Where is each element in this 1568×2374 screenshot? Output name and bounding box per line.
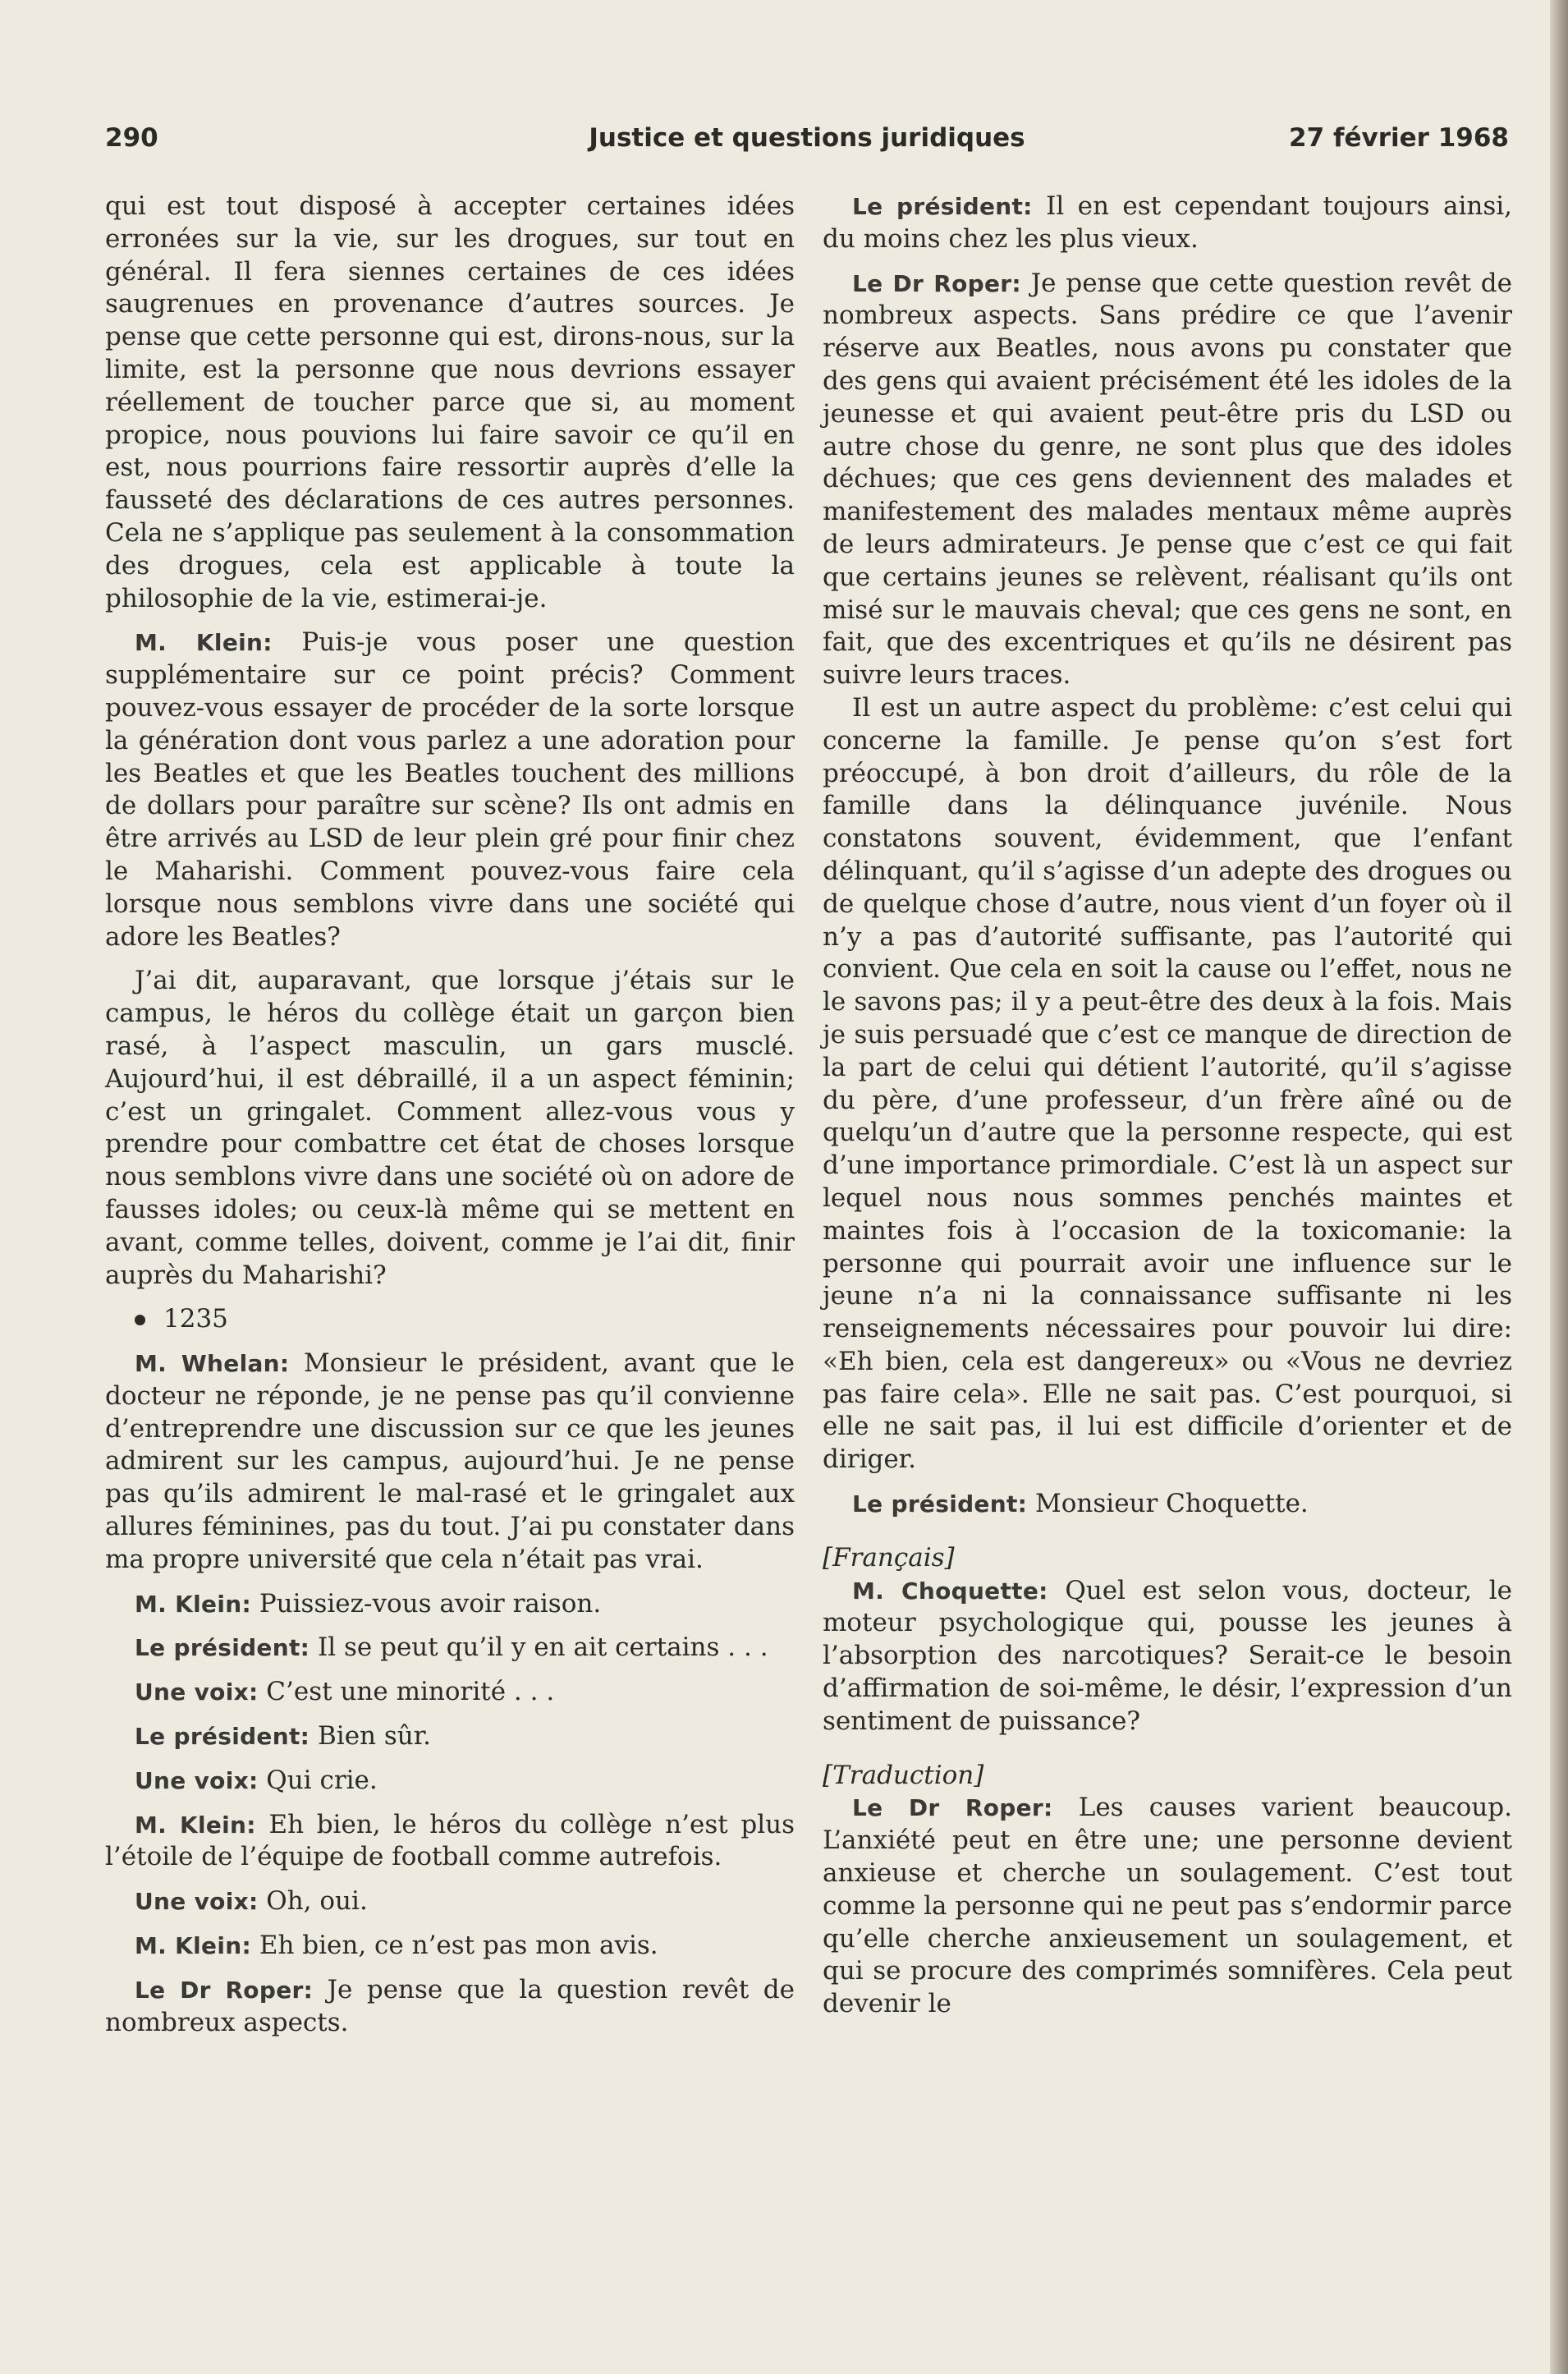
speech-text: Oh, oui. xyxy=(258,1886,368,1917)
page-number: 290 xyxy=(105,123,158,153)
time-marker-text: 1235 xyxy=(163,1304,228,1334)
speech-text: Je pense que la question revêt de nombreux aspects. xyxy=(105,1974,795,2037)
speech-paragraph xyxy=(105,1588,795,1621)
speech-text: Je pense que cette question revêt de nombreux aspects. Sans prédire ce que l’avenir réserve aux Beatles, nous avons pu constater que des gens qui avaient précisément été les idoles de la jeunesse et qui avaient peut-être pris du LSD ou autre chose du genre, ne sont plus que des idoles déchues; que ces gens deviennent des malades et manifestement des malades mentaux même auprès de leurs admirateurs. Je pense que c’est ce qui fait que certains jeunes se relèvent, réalisant qu’ils ont misé sur le mauvais cheval; que ces gens ne sont, en fait, que des excentriques et qu’ils ne désirent pas suivre leurs traces. xyxy=(823,268,1512,691)
language-note xyxy=(823,1760,1512,1793)
binding-edge xyxy=(1550,0,1568,2374)
speech-paragraph xyxy=(823,1488,1512,1521)
time-marker xyxy=(105,1303,795,1336)
running-title: Justice et questions juridiques xyxy=(589,123,1025,153)
speaker-label: M. Klein: xyxy=(135,1932,251,1960)
speech-text: Quel est selon vous, docteur, le moteur psychologique qui, pousse les jeunes à l’absorption des narcotiques? Serait-ce le besoin d’affirmation de soi-même, le désir, l’expression d’un sentiment de puissance? xyxy=(823,1575,1512,1736)
speech-paragraph xyxy=(105,1632,795,1665)
speech-text: Qui crie. xyxy=(258,1765,378,1795)
speaker-label: Le Dr Roper: xyxy=(135,1976,314,2004)
speaker-label: Le président: xyxy=(852,1490,1028,1518)
speaker-label: M. Whelan: xyxy=(135,1350,290,1378)
speech-text: Monsieur le président, avant que le docteur ne réponde, je ne pense pas qu’il convienne d’entreprendre une discussion sur ce que les jeunes admirent sur les campus, aujourd’hui. Je ne pense pas qu’ils admirent le mal-rasé et le gringalet aux allures féminines, pas du tout. J’ai pu constater dans ma propre université que cela n’était pas vrai. xyxy=(105,1348,795,1574)
speaker-label: M. Choquette: xyxy=(852,1577,1048,1605)
speech-paragraph xyxy=(105,627,795,953)
speech-paragraph xyxy=(105,1676,795,1709)
speaker-label: Le Dr Roper: xyxy=(852,269,1021,297)
speech-text: Monsieur Choquette. xyxy=(1027,1489,1309,1519)
speech-paragraph xyxy=(105,1765,795,1798)
language-note-text: [Français] xyxy=(823,1542,955,1573)
paragraph-text: Il est un autre aspect du problème: c’est celui qui concerne la famille. Je pense qu’on s’est fort préoccupé, à bon droit d’ailleurs, du rôle de la famille dans la délinquance juvénile. Nous constatons souvent, évidemment, que l’enfant délinquant, qu’il s’agisse d’un adepte des drogues ou de quelque chose d’autre, nous vient d’un foyer où il n’y a pas d’autorité suffisante, pas l’autorité qui convient. Que cela en soit la cause ou l’effet, nous ne le savons pas; il y a peut-être des deux à la fois. Mais je suis persuadé que c’est ce manque de direction de la part de celui qui détient l’autorité, qu’il s’agisse du père, d’une professeur, d’un frère aîné ou de quelqu’un d’autre que la personne respecte, qui est d’une importance primordiale. C’est là un aspect sur lequel nous nous sommes penchés maintes et maintes fois à l’occasion de la toxicomanie: la personne qui pourrait avoir une influence sur le jeune n’a ni la connaissance suffisante ni les renseignements nécessaires pour pouvoir lui dire: «Eh bien, cela est dangereux» ou «Vous ne devriez pas faire cela». Elle ne sait pas. C’est pourquoi, si elle ne sait pas, il lui est difficile d’orienter et de diriger. xyxy=(823,692,1512,1475)
speech-paragraph xyxy=(823,1575,1512,1738)
speech-paragraph xyxy=(105,1720,795,1753)
speech-paragraph xyxy=(105,1930,795,1963)
right-column xyxy=(823,191,1512,2021)
speech-paragraph xyxy=(105,1885,795,1918)
speaker-label: Le président: xyxy=(135,1634,310,1662)
speech-text: C’est une minorité . . . xyxy=(258,1677,555,1707)
speech-text: Puis-je vous poser une question supplémentaire sur ce point précis? Comment pouvez-vous essayer de procéder de la sorte lorsque la génération dont vous parlez a une adoration pour les Beatles et que les Beatles touchent des millions de dollars pour paraître sur scène? Ils ont admis en être arrivés au LSD de leur plein gré pour finir chez le Maharishi. Comment pouvez-vous faire cela lorsque nous semblons vivre dans une société qui adore les Beatles? xyxy=(105,627,795,952)
left-column xyxy=(105,191,795,2039)
speech-text: Eh bien, le héros du collège n’est plus l’étoile de l’équipe de football comme autrefois. xyxy=(105,1809,795,1872)
speech-text: Bien sûr. xyxy=(309,1721,431,1752)
speech-text: Il se peut qu’il y en ait certains . . . xyxy=(309,1632,768,1663)
speech-text: Il en est cependant toujours ainsi, du moins chez les plus vieux. xyxy=(823,191,1512,254)
speech-paragraph xyxy=(823,1792,1512,2021)
header-date: 27 février 1968 xyxy=(1289,123,1509,153)
speaker-label: Une voix: xyxy=(135,1766,259,1794)
speech-paragraph xyxy=(823,191,1512,256)
paragraph-text: qui est tout disposé à accepter certaines idées erronées sur la vie, sur les drogues, sur tout en général. Il fera siennes certaines de ces idées saugrenues en provenance d’autres sources. Je pense que cette personne qui est, dirons-nous, sur la limite, est la personne que nous devrions essayer réellement de toucher parce que si, au moment propice, nous pouvions lui faire savoir ce qu’il en est, nous pourrions faire ressortir auprès d’elle la fausseté des déclarations de ces autres personnes. Cela ne s’applique pas seulement à la consommation des drogues, cela est applicable à toute la philosophie de la vie, estimerai-je. xyxy=(105,191,795,613)
speech-paragraph xyxy=(105,1974,795,2040)
speaker-label: M. Klein: xyxy=(135,1811,256,1839)
speaker-label: Le Dr Roper: xyxy=(852,1794,1053,1822)
speaker-label: Le président: xyxy=(852,193,1033,220)
running-header xyxy=(105,123,1509,164)
paragraph xyxy=(823,692,1512,1476)
speaker-label: Le président: xyxy=(135,1723,310,1751)
paragraph-text: J’ai dit, auparavant, que lorsque j’étais sur le campus, le héros du collège était un garçon bien rasé, à l’aspect masculin, un gars musclé. Aujourd’hui, il est débraillé, il a un aspect féminin; c’est un gringalet. Comment allez-vous vous y prendre pour combattre cet état de choses lorsque nous semblons vivre dans une société où on adore de fausses idoles; ou ceux-là même qui se mettent en avant, comme telles, doivent, comme je l’ai dit, finir auprès du Maharishi? xyxy=(105,966,795,1290)
speech-paragraph xyxy=(823,268,1512,692)
speech-text: Les causes varient beaucoup. L’anxiété peut en être une; une personne devient anxieuse et cherche un soulagement. C’est tout comme la personne qui ne peut pas s’endormir parce qu’elle cherche anxieusement un soulagement, et qui se procure des comprimés somnifères. Cela peut devenir le xyxy=(823,1793,1512,2019)
language-note xyxy=(823,1542,1512,1575)
language-note-text: [Traduction] xyxy=(823,1760,984,1790)
speech-text: Eh bien, ce n’est pas mon avis. xyxy=(250,1931,658,1961)
speaker-label: M. Klein: xyxy=(135,629,273,657)
speech-text: Puissiez-vous avoir raison. xyxy=(250,1588,602,1619)
paragraph xyxy=(105,965,795,1292)
bullet-icon xyxy=(135,1315,145,1325)
speaker-label: M. Klein: xyxy=(135,1590,251,1618)
speaker-label: Une voix: xyxy=(135,1678,259,1706)
speaker-label: Une voix: xyxy=(135,1888,259,1916)
speech-paragraph xyxy=(105,1809,795,1875)
paragraph-continuation xyxy=(105,191,795,615)
speech-paragraph xyxy=(105,1348,795,1577)
